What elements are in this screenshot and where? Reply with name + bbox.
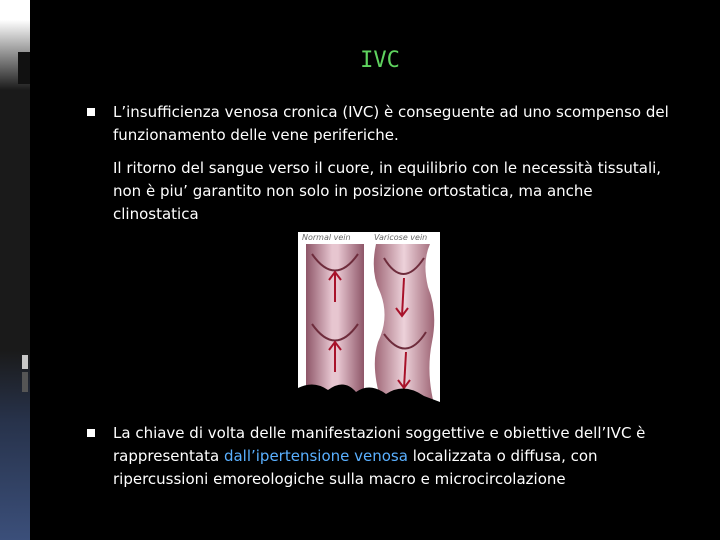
decorative-square-dark: [22, 372, 28, 392]
normal-vein: [306, 244, 364, 404]
normal-vein-label: Normal vein: [302, 233, 351, 242]
bullet-text-2-highlight: dall’ipertensione venosa: [223, 447, 408, 465]
bullet-text-1-continued: Il ritorno del sangue verso il cuore, in equilibrio con le necessità tissutali, non è piu’ garantito non solo in posizione ortostatica, ma anche clinostatica: [113, 159, 662, 223]
bullet-marker: [87, 429, 95, 437]
decorative-square-gray: [22, 355, 28, 369]
varicose-vein-label: Varicose vein: [374, 233, 428, 242]
decorative-bar: [18, 52, 30, 84]
slide-title: IVC: [360, 48, 400, 73]
bullet-text-2-part2: localizzata o diffusa, con ripercussioni emoreologiche sulla macro e microcircolazione: [113, 447, 598, 488]
bullet-text-2: [113, 422, 688, 491]
bullet-text-2-part1: La chiave di volta delle manifestazioni soggettive e obiettive dell’IVC è rappresentata: [113, 424, 646, 465]
bullet-text-1: L’insufficienza venosa cronica (IVC) è conseguente ad uno scompenso del funzionamento delle vene periferiche.: [113, 103, 669, 144]
vein-illustration: [298, 232, 440, 410]
vein-comparison-image: [298, 232, 440, 410]
bullet-marker: [87, 108, 95, 116]
varicose-vein: [374, 244, 435, 404]
